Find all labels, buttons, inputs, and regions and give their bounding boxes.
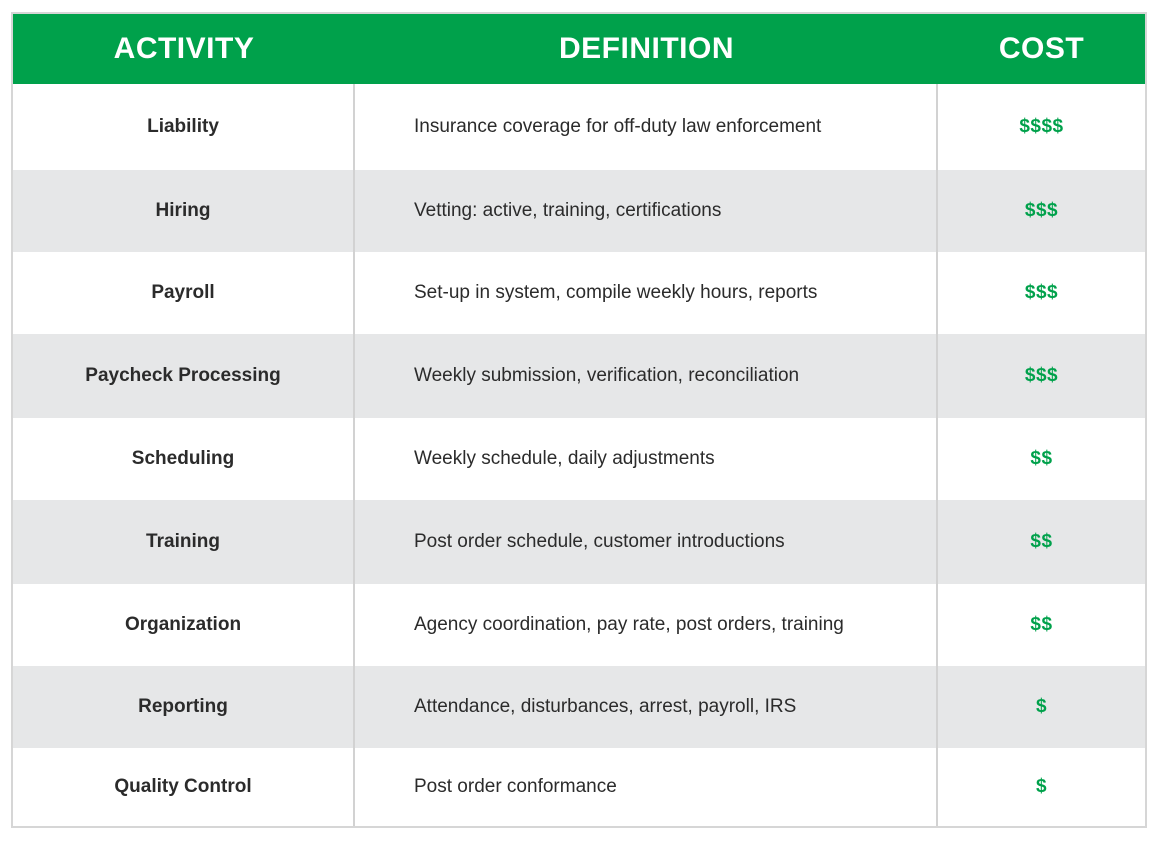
activity-cell: Organization [13, 584, 355, 666]
header-cost: COST [998, 32, 1085, 65]
cost-cell: $$ [1030, 448, 1053, 469]
definition-cell: Agency coordination, pay rate, post orders, training [355, 584, 938, 666]
table-row [13, 252, 1145, 334]
cost-cell: $$ [1030, 531, 1053, 552]
cost-cell: $$$$ [1019, 116, 1064, 137]
definition-cell: Post order conformance [355, 748, 938, 826]
cost-cell: $$$ [1024, 282, 1059, 303]
table-row [13, 84, 1145, 170]
activity-cell: Payroll [13, 252, 355, 334]
table-row [13, 334, 1145, 418]
cost-cell: $$$ [1024, 200, 1059, 221]
definition-cell: Weekly schedule, daily adjustments [355, 418, 938, 500]
activity-cell: Liability [13, 84, 355, 170]
header-activity: ACTIVITY [113, 32, 255, 65]
activity-cell: Quality Control [13, 748, 355, 826]
activity-cell: Scheduling [13, 418, 355, 500]
table-row [13, 584, 1145, 666]
table-row [13, 418, 1145, 500]
activity-cell: Paycheck Processing [13, 334, 355, 418]
activity-cell: Training [13, 500, 355, 584]
cost-cell: $$$ [1024, 365, 1059, 386]
cost-cell: $ [1035, 776, 1048, 797]
header-definition: DEFINITION [559, 32, 734, 65]
cost-cell: $$ [1030, 614, 1053, 635]
activity-cell: Hiring [13, 170, 355, 252]
table-row [13, 748, 1145, 826]
activity-cost-table [11, 12, 1147, 828]
table-row [13, 170, 1145, 252]
table-body [13, 84, 1145, 826]
activity-cell: Reporting [13, 666, 355, 748]
definition-cell: Post order schedule, customer introductions [355, 500, 938, 584]
table-header [13, 14, 1145, 84]
table-row [13, 500, 1145, 584]
definition-cell: Insurance coverage for off-duty law enforcement [355, 84, 938, 170]
definition-cell: Set-up in system, compile weekly hours, reports [355, 252, 938, 334]
definition-cell: Weekly submission, verification, reconciliation [355, 334, 938, 418]
table-row [13, 666, 1145, 748]
cost-cell: $ [1035, 696, 1048, 717]
definition-cell: Attendance, disturbances, arrest, payroll, IRS [355, 666, 938, 748]
definition-cell: Vetting: active, training, certifications [355, 170, 938, 252]
